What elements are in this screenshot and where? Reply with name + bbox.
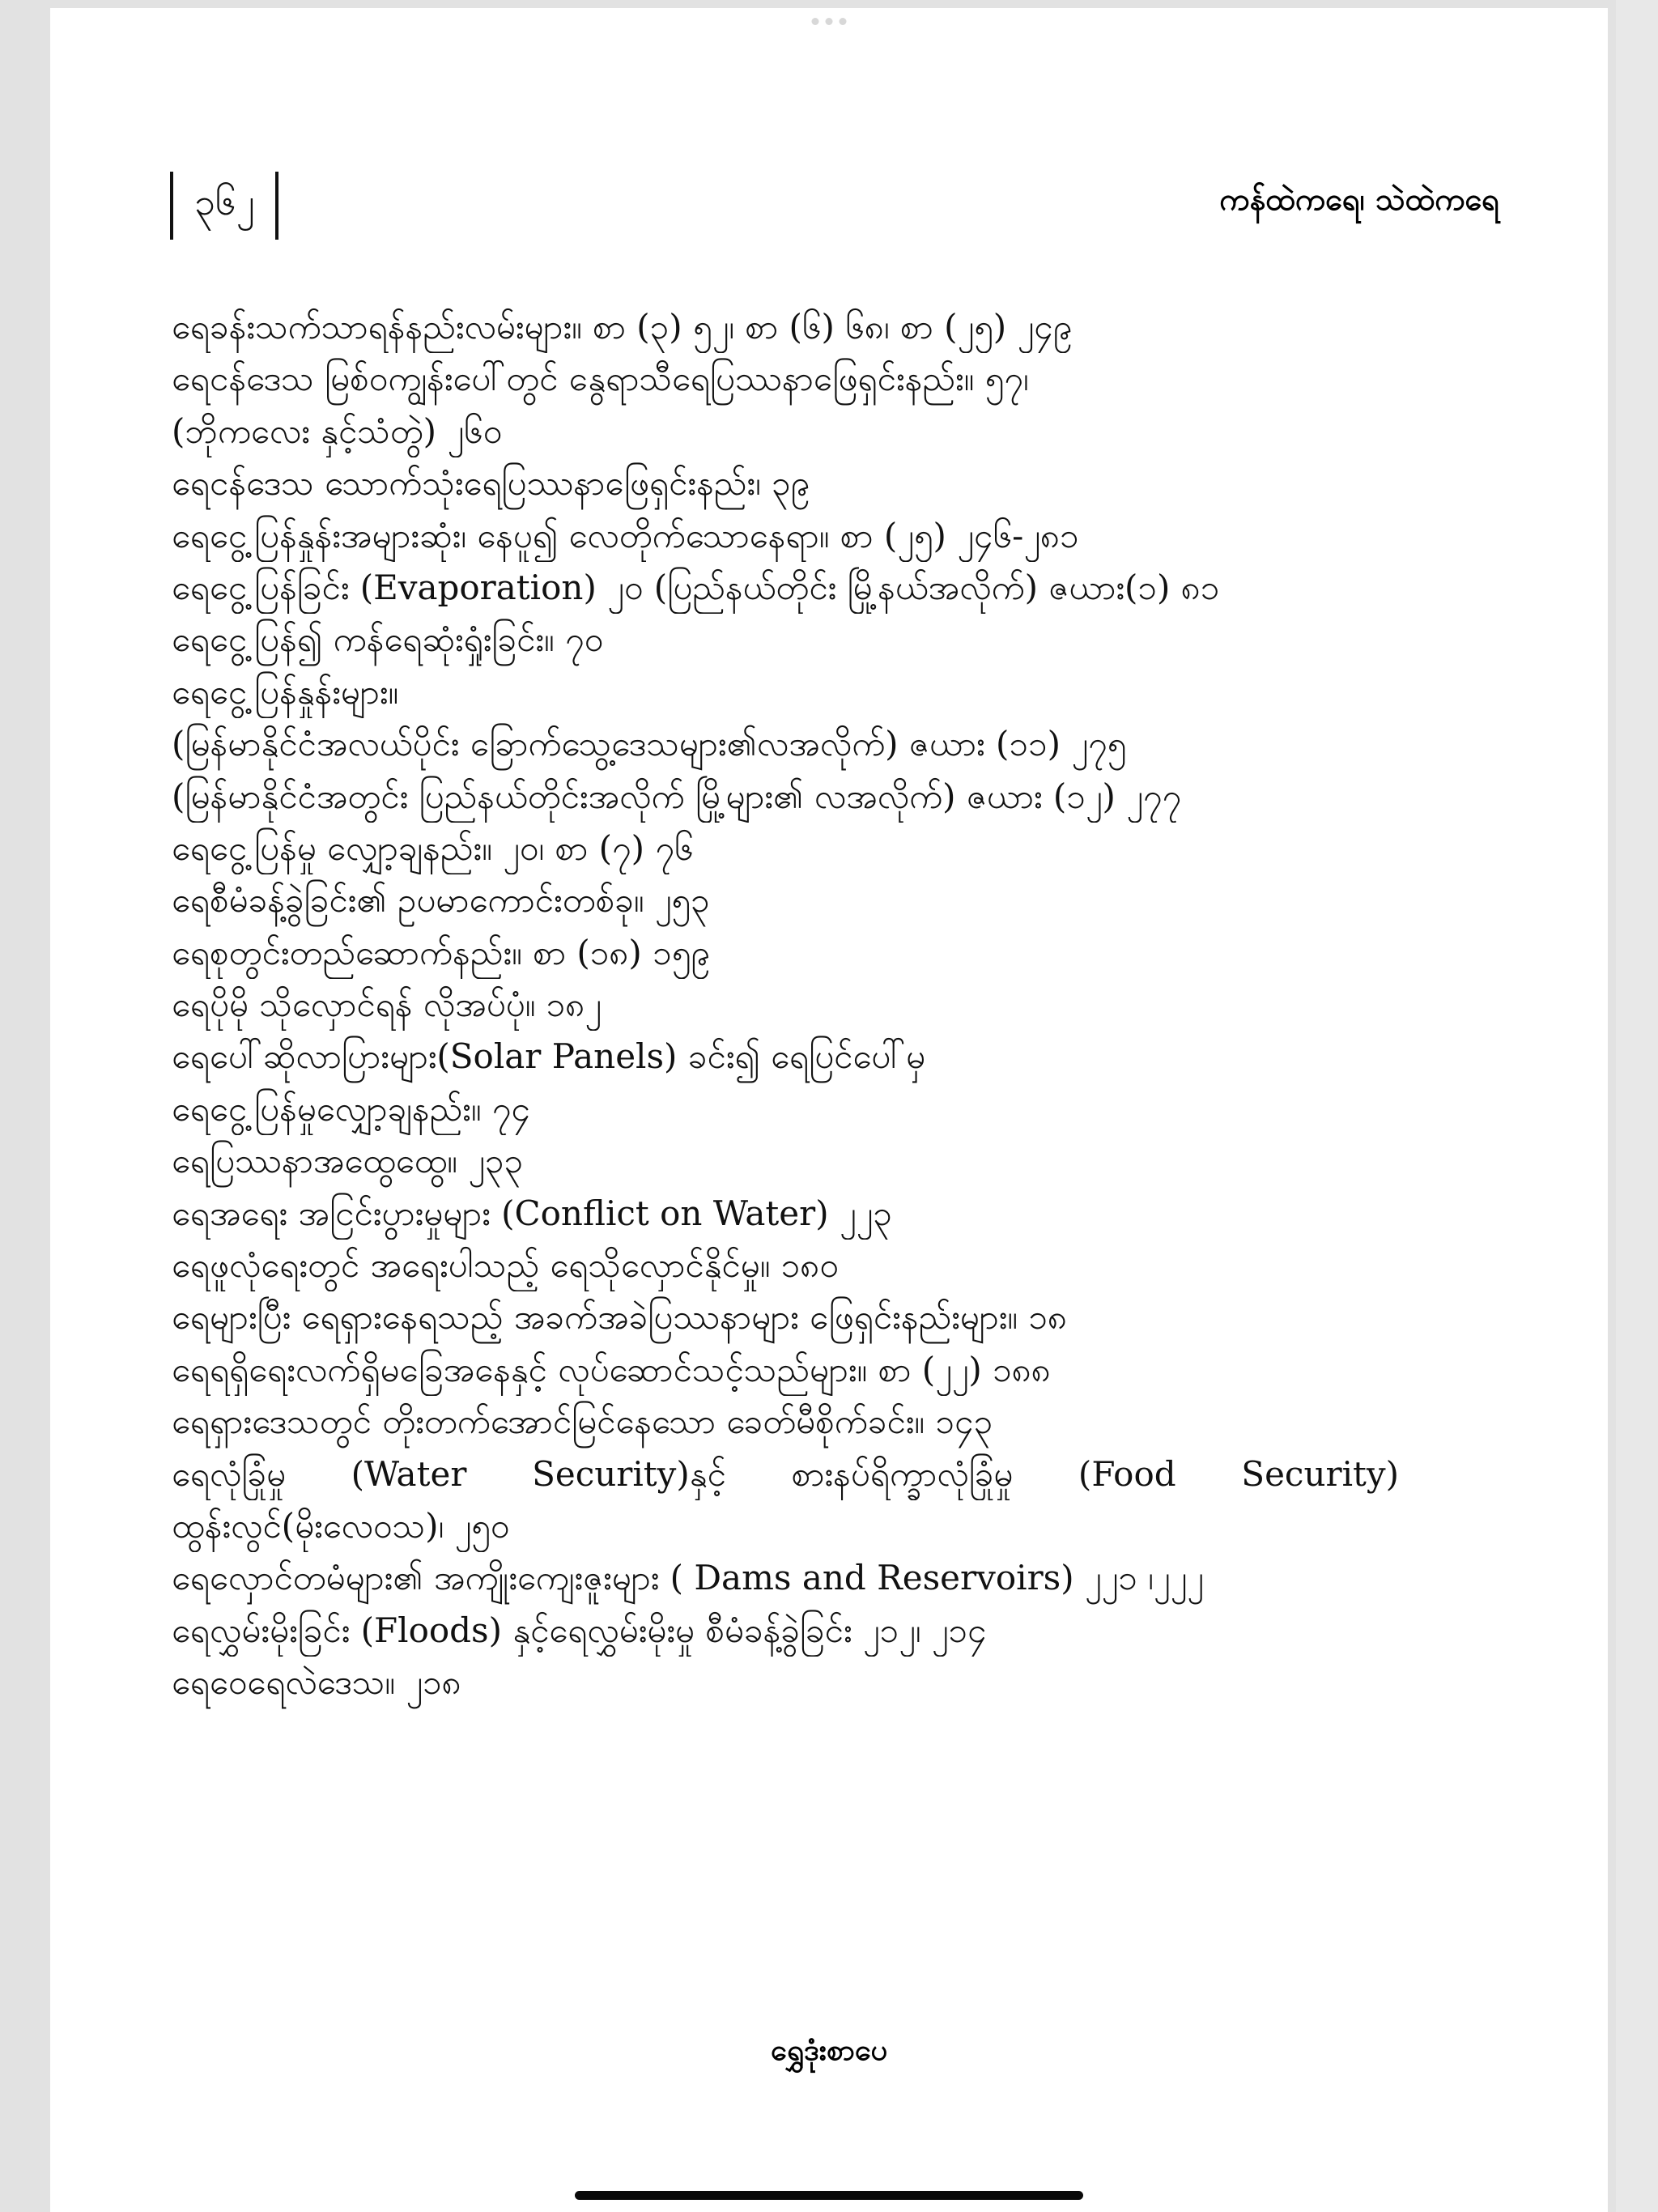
index-entry: ရေလုံခြုံမှု (Water Security)နှင့် စားနပ်ရိက္ခာလုံခြုံမှု (Food Security) — [172, 1453, 1399, 1494]
index-entry: ရေခန်းသက်သာရန်နည်းလမ်းများ။ စာ (၃) ၅၂၊ စာ (၆) ၆၈၊ စာ (၂၅) ၂၄၉ — [172, 307, 1073, 347]
index-entry: ရေငွေ့ပြန်နှုန်းများ။ — [172, 671, 399, 712]
index-entry: ရေငွေ့ပြန်နှုန်းအများဆုံး၊ နေပူ၍ လေတိုက်သောနေရာ။ စာ (၂၅) ၂၄၆-၂၈၁ — [172, 515, 1079, 555]
index-entry: ရေစီမံခန့်ခွဲခြင်း၏ ဥပမာကောင်းတစ်ခု။ ၂၅၃ — [172, 880, 710, 921]
index-entry: ရေဝေရေလဲဒေသ။ ၂၁၈ — [172, 1662, 461, 1703]
index-entry: ရေငန်ဒေသ သောက်သုံးရေပြဿနာဖြေရှင်းနည်း၊ ၃၉ — [172, 463, 810, 504]
page-number-text: ၃၆၂ — [194, 179, 255, 223]
index-entry: ရေငွေ့ပြန်မှုလျှော့ချနည်း။ ၇၄ — [172, 1088, 531, 1129]
index-entry: (မြန်မာနိုင်ငံအတွင်း ပြည်နယ်တိုင်းအလိုက် မြို့များ၏ လအလိုက်) ဇယား (၁၂) ၂၇၇ — [172, 776, 1182, 816]
index-entry: ရေစုတွင်းတည်ဆောက်နည်း။ စာ (၁၈) ၁၅၉ — [172, 932, 710, 972]
index-entry: ရေငွေ့ပြန်မှု လျှော့ချနည်း။ ၂၀၊ စာ (၇) ၇၆ — [172, 827, 694, 868]
index-entry: ရေများပြီး ရေရှားနေရသည့် အခက်အခဲပြဿနာများ ဖြေရှင်းနည်းများ။ ၁၈ — [172, 1297, 1067, 1338]
index-entry: (ဘိုကလေး နှင့်သံတွဲ) ၂၆၀ — [172, 410, 503, 451]
index-entry: ရေဖူလုံရေးတွင် အရေးပါသည့် ရေသိုလှောင်နိုင်မှု။ ၁၈၀ — [172, 1245, 839, 1286]
index-entry: ရေရှားဒေသတွင် တိုးတက်အောင်မြင်နေသော ခေတ်မီစိုက်ခင်း။ ၁၄၃ — [172, 1402, 993, 1442]
running-title: ကန်ထဲကရေ၊ သဲထဲကရေ — [1219, 181, 1499, 217]
index-entry: (မြန်မာနိုင်ငံအလယ်ပိုင်း ခြောက်သွေ့ဒေသများ၏လအလိုက်) ဇယား (၁၁) ၂၇၅ — [172, 724, 1127, 764]
index-entry: ထွန်းလွင်(မိုးလေဝသ)၊ ၂၅၀ — [172, 1505, 510, 1546]
index-entry: ရေလွှမ်းမိုးခြင်း (Floods) နှင့်ရေလွှမ်းမိုးမှု စီမံခန့်ခွဲခြင်း ၂၁၂၊ ၂၁၄ — [172, 1610, 987, 1650]
index-entry: ရေငွေ့ပြန်၍ ကန်ရေဆုံးရှုံးခြင်း။ ၇၀ — [172, 619, 604, 660]
page-number — [170, 172, 278, 240]
footer-publisher: ရွှေဒုံးစာပေ — [771, 2034, 887, 2067]
index-entry: ရေပေါ်ဆိုလာပြားများ(Solar Panels) ခင်း၍ ရေပြင်ပေါ်မှ — [172, 1036, 926, 1077]
index-entry: ရေအရေး အငြင်းပွားမှုများ (Conflict on Water) ၂၂၃ — [172, 1193, 892, 1233]
home-indicator[interactable] — [575, 2191, 1083, 2200]
index-entry: ရေပြဿနာအထွေထွေ။ ၂၃၃ — [172, 1141, 524, 1181]
index-entry: ရေငန်ဒေသ မြစ်ဝကျွန်းပေါ်တွင် နွေရာသီရေပြဿနာဖြေရှင်းနည်း။ ၅၇၊ — [172, 359, 1029, 399]
index-entry: ရေရရှိရေးလက်ရှိမခြေအနေနှင့် လုပ်ဆောင်သင့်သည်များ။ စာ (၂၂) ၁၈၈ — [172, 1349, 1051, 1389]
index-entry: ရေလှောင်တမံများ၏ အကျိုးကျေးဇူးများ ( Dams and Reservoirs) ၂၂၁ ၊၂၂၂ — [172, 1558, 1204, 1598]
index-list — [172, 301, 1399, 1709]
index-entry: ရေပိုမို သိုလှောင်ရန် လိုအပ်ပုံ။ ၁၈၂ — [172, 985, 602, 1025]
page-edge — [1616, 0, 1658, 2212]
drag-handle[interactable] — [812, 18, 847, 25]
index-entry: ရေငွေ့ပြန်ခြင်း (Evaporation) ၂၀ (ပြည်နယ်တိုင်း မြို့နယ်အလိုက်) ဇယား(၁) ၈၁ — [172, 567, 1220, 607]
